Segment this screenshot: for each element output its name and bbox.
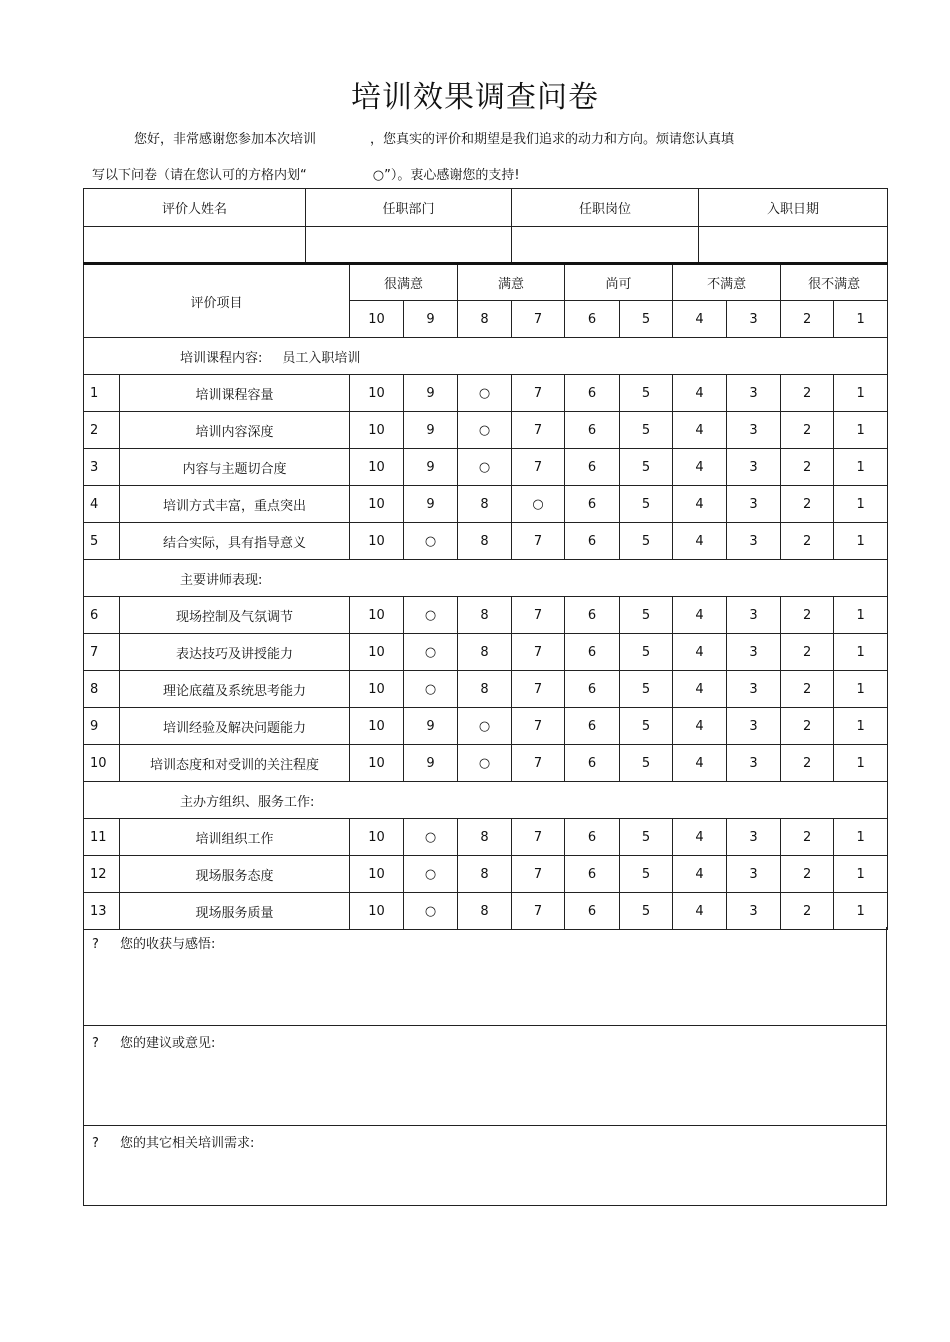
scale-value: 4 (673, 301, 727, 338)
row-number: 6 (84, 597, 120, 634)
item-label: 培训态度和对受训的关注程度 (120, 745, 350, 782)
item-label: 现场控制及气氛调节 (120, 597, 350, 634)
score-cell[interactable]: 1 (834, 449, 888, 486)
score-cell[interactable]: 7 (512, 708, 565, 745)
score-cell[interactable]: 6 (565, 856, 620, 893)
evaluation-table (83, 262, 888, 930)
score-cell[interactable]: 2 (781, 523, 834, 560)
intro-text: ，您真实的评价和期望是我们追求的动力和方向。烦请您认真填 (370, 132, 735, 147)
score-cell[interactable]: 4 (673, 449, 727, 486)
score-cell[interactable]: 3 (727, 597, 781, 634)
comment-box[interactable] (84, 927, 887, 1025)
item-label: 结合实际，具有指导意义 (120, 523, 350, 560)
item-label: 培训组织工作 (120, 819, 350, 856)
score-cell[interactable]: 7 (512, 856, 565, 893)
score-cell[interactable]: 1 (834, 745, 888, 782)
section-header (84, 560, 888, 597)
department-field[interactable] (306, 227, 512, 264)
respondent-info-table (83, 188, 888, 264)
score-cell[interactable]: 7 (512, 449, 565, 486)
table-row (84, 819, 888, 856)
table-row (84, 671, 888, 708)
comment-label: 您的收获与感悟: (120, 937, 216, 952)
score-cell[interactable]: 10 (350, 745, 404, 782)
score-cell[interactable]: 10 (350, 634, 404, 671)
score-cell[interactable]: 3 (727, 634, 781, 671)
score-cell[interactable]: 4 (673, 819, 727, 856)
comment-box[interactable] (84, 1125, 887, 1205)
table-row (84, 893, 888, 930)
intro-line-1 (134, 128, 734, 147)
table-row (84, 375, 888, 412)
score-cell[interactable]: 10 (350, 449, 404, 486)
score-cell[interactable]: 6 (565, 745, 620, 782)
circle-mark: ○ (372, 168, 385, 183)
table-row (84, 412, 888, 449)
item-label: 培训经验及解决问题能力 (120, 708, 350, 745)
score-cell[interactable]: 5 (620, 449, 673, 486)
row-number: 2 (84, 412, 120, 449)
score-cell[interactable]: 10 (350, 893, 404, 930)
selected-score-mark[interactable]: ○ (404, 634, 458, 671)
score-cell[interactable]: 10 (350, 856, 404, 893)
score-cell[interactable]: 10 (350, 708, 404, 745)
score-cell[interactable]: 7 (512, 412, 565, 449)
score-cell[interactable]: 8 (458, 634, 512, 671)
score-cell[interactable]: 2 (781, 819, 834, 856)
score-cell[interactable]: 6 (565, 486, 620, 523)
score-cell[interactable]: 4 (673, 523, 727, 560)
score-cell[interactable]: 1 (834, 671, 888, 708)
selected-score-mark[interactable]: ○ (404, 819, 458, 856)
comment-label: 您的其它相关培训需求: (120, 1135, 255, 1151)
row-number: 8 (84, 671, 120, 708)
score-cell[interactable]: 3 (727, 412, 781, 449)
score-cell[interactable]: 2 (781, 634, 834, 671)
score-cell[interactable]: 6 (565, 708, 620, 745)
scale-value: 2 (781, 301, 834, 338)
score-cell[interactable]: 3 (727, 819, 781, 856)
item-label: 培训内容深度 (120, 412, 350, 449)
selected-score-mark[interactable]: ○ (512, 486, 565, 523)
score-cell[interactable]: 1 (834, 819, 888, 856)
section-header (84, 782, 888, 819)
selected-score-mark[interactable]: ○ (404, 856, 458, 893)
score-cell[interactable]: 2 (781, 486, 834, 523)
score-cell[interactable]: 5 (620, 671, 673, 708)
table-row (84, 486, 888, 523)
score-cell[interactable]: 2 (781, 671, 834, 708)
score-cell[interactable]: 1 (834, 856, 888, 893)
score-cell[interactable]: 3 (727, 671, 781, 708)
hire-date-field[interactable] (699, 227, 888, 264)
row-number: 13 (84, 893, 120, 930)
info-header-hire-date: 入职日期 (699, 189, 888, 227)
selected-score-mark[interactable]: ○ (404, 523, 458, 560)
section-label: 培训课程内容: (180, 350, 263, 366)
table-row (84, 597, 888, 634)
score-cell[interactable]: 3 (727, 523, 781, 560)
score-cell[interactable]: 8 (458, 523, 512, 560)
section-label: 主办方组织、服务工作: (180, 794, 315, 810)
score-cell[interactable]: 4 (673, 597, 727, 634)
table-row (84, 856, 888, 893)
score-cell[interactable]: 10 (350, 412, 404, 449)
score-cell[interactable]: 9 (404, 449, 458, 486)
score-cell[interactable]: 9 (404, 708, 458, 745)
evaluation-item-header: 评价项目 (84, 264, 350, 338)
score-cell[interactable]: 1 (834, 523, 888, 560)
table-row (84, 634, 888, 671)
score-cell[interactable]: 6 (565, 523, 620, 560)
scale-value: 10 (350, 301, 404, 338)
comment-box[interactable] (84, 1025, 887, 1125)
score-cell[interactable]: 8 (458, 856, 512, 893)
score-cell[interactable]: 5 (620, 597, 673, 634)
comment-label: 您的建议或意见: (120, 1035, 216, 1051)
selected-score-mark[interactable]: ○ (404, 597, 458, 634)
score-cell[interactable]: 1 (834, 708, 888, 745)
score-cell[interactable]: 8 (458, 671, 512, 708)
score-cell[interactable]: 10 (350, 597, 404, 634)
score-cell[interactable]: 4 (673, 856, 727, 893)
score-cell[interactable]: 4 (673, 745, 727, 782)
score-cell[interactable]: 2 (781, 893, 834, 930)
rating-group-header: 很满意 (350, 264, 458, 301)
row-number: 7 (84, 634, 120, 671)
row-number: 12 (84, 856, 120, 893)
score-cell[interactable]: 9 (404, 486, 458, 523)
item-label: 培训课程容量 (120, 375, 350, 412)
score-cell[interactable]: 7 (512, 745, 565, 782)
scale-value: 5 (620, 301, 673, 338)
score-cell[interactable]: 3 (727, 745, 781, 782)
score-cell[interactable]: 4 (673, 634, 727, 671)
score-cell[interactable]: 8 (458, 819, 512, 856)
scale-value: 1 (834, 301, 888, 338)
score-cell[interactable]: 1 (834, 634, 888, 671)
scale-value: 9 (404, 301, 458, 338)
section-label: 主要讲师表现: (180, 572, 263, 588)
question-mark-icon: ? (92, 937, 99, 952)
row-number: 3 (84, 449, 120, 486)
score-cell[interactable]: 7 (512, 523, 565, 560)
position-field[interactable] (512, 227, 699, 264)
score-cell[interactable]: 3 (727, 708, 781, 745)
score-cell[interactable]: 7 (512, 634, 565, 671)
score-cell[interactable]: 6 (565, 634, 620, 671)
info-header-department: 任职部门 (306, 189, 512, 227)
scale-value: 3 (727, 301, 781, 338)
score-cell[interactable]: 5 (620, 745, 673, 782)
item-label: 培训方式丰富，重点突出 (120, 486, 350, 523)
comment-table (83, 927, 887, 1206)
score-cell[interactable]: 3 (727, 856, 781, 893)
score-cell[interactable]: 6 (565, 412, 620, 449)
question-mark-icon: ? (92, 1035, 99, 1051)
section-header (84, 338, 888, 375)
score-cell[interactable]: 7 (512, 375, 565, 412)
info-header-position: 任职岗位 (512, 189, 699, 227)
score-cell[interactable]: 3 (727, 449, 781, 486)
score-cell[interactable]: 4 (673, 412, 727, 449)
rating-group-header: 不满意 (673, 264, 781, 301)
score-cell[interactable]: 5 (620, 893, 673, 930)
score-cell[interactable]: 4 (673, 486, 727, 523)
selected-score-mark[interactable]: ○ (404, 671, 458, 708)
item-label: 现场服务态度 (120, 856, 350, 893)
score-cell[interactable]: 4 (673, 708, 727, 745)
score-cell[interactable]: 6 (565, 893, 620, 930)
score-cell[interactable]: 5 (620, 375, 673, 412)
table-row (84, 449, 888, 486)
score-cell[interactable]: 9 (404, 375, 458, 412)
score-cell[interactable]: 4 (673, 671, 727, 708)
score-cell[interactable]: 4 (673, 375, 727, 412)
score-cell[interactable]: 7 (512, 597, 565, 634)
table-row (84, 708, 888, 745)
score-cell[interactable]: 8 (458, 597, 512, 634)
intro-text: 写以下问卷（请在您认可的方格内划“ (92, 168, 307, 183)
scale-value: 7 (512, 301, 565, 338)
score-cell[interactable]: 6 (565, 597, 620, 634)
score-cell[interactable]: 3 (727, 486, 781, 523)
score-cell[interactable]: 2 (781, 449, 834, 486)
selected-score-mark[interactable]: ○ (458, 375, 512, 412)
score-cell[interactable]: 1 (834, 412, 888, 449)
intro-text: ”）。衷心感谢您的支持! (384, 168, 520, 183)
score-cell[interactable]: 10 (350, 523, 404, 560)
table-row (84, 745, 888, 782)
row-number: 9 (84, 708, 120, 745)
score-cell[interactable]: 5 (620, 486, 673, 523)
rating-group-header: 尚可 (565, 264, 673, 301)
item-label: 理论底蕴及系统思考能力 (120, 671, 350, 708)
score-cell[interactable]: 7 (512, 819, 565, 856)
name-field[interactable] (84, 227, 306, 264)
score-cell[interactable]: 2 (781, 375, 834, 412)
score-cell[interactable]: 5 (620, 634, 673, 671)
score-cell[interactable]: 2 (781, 856, 834, 893)
score-cell[interactable]: 1 (834, 375, 888, 412)
score-cell[interactable]: 7 (512, 671, 565, 708)
intro-text: 您好，非常感谢您参加本次培训 (134, 132, 317, 147)
score-cell[interactable]: 3 (727, 375, 781, 412)
score-cell[interactable]: 6 (565, 819, 620, 856)
row-number: 4 (84, 486, 120, 523)
rating-group-header: 很不满意 (781, 264, 888, 301)
score-cell[interactable]: 5 (620, 819, 673, 856)
question-mark-icon: ? (92, 1135, 99, 1151)
score-cell[interactable]: 2 (781, 745, 834, 782)
score-cell[interactable]: 10 (350, 375, 404, 412)
score-cell[interactable]: 5 (620, 708, 673, 745)
score-cell[interactable]: 10 (350, 486, 404, 523)
score-cell[interactable]: 6 (565, 449, 620, 486)
score-cell[interactable]: 9 (404, 745, 458, 782)
score-cell[interactable]: 2 (781, 412, 834, 449)
table-row (84, 523, 888, 560)
score-cell[interactable]: 1 (834, 486, 888, 523)
score-cell[interactable]: 2 (781, 708, 834, 745)
score-cell[interactable]: 5 (620, 523, 673, 560)
selected-score-mark[interactable]: ○ (458, 745, 512, 782)
item-label: 内容与主题切合度 (120, 449, 350, 486)
score-cell[interactable]: 7 (512, 893, 565, 930)
score-cell[interactable]: 6 (565, 375, 620, 412)
intro-line-2 (92, 164, 520, 183)
score-cell[interactable]: 8 (458, 893, 512, 930)
row-number: 5 (84, 523, 120, 560)
scale-value: 8 (458, 301, 512, 338)
row-number: 11 (84, 819, 120, 856)
selected-score-mark[interactable]: ○ (458, 412, 512, 449)
score-cell[interactable]: 10 (350, 671, 404, 708)
score-cell[interactable]: 10 (350, 819, 404, 856)
score-cell[interactable]: 5 (620, 412, 673, 449)
page-title: 培训效果调查问卷 (351, 80, 599, 115)
score-cell[interactable]: 2 (781, 597, 834, 634)
row-number: 10 (84, 745, 120, 782)
score-cell[interactable]: 9 (404, 412, 458, 449)
score-cell[interactable]: 4 (673, 893, 727, 930)
score-cell[interactable]: 5 (620, 856, 673, 893)
item-label: 现场服务质量 (120, 893, 350, 930)
scale-value: 6 (565, 301, 620, 338)
course-name: 员工入职培训 (282, 350, 361, 366)
item-label: 表达技巧及讲授能力 (120, 634, 350, 671)
score-cell[interactable]: 6 (565, 671, 620, 708)
selected-score-mark[interactable]: ○ (458, 449, 512, 486)
info-header-name: 评价人姓名 (84, 189, 306, 227)
score-cell[interactable]: 1 (834, 893, 888, 930)
selected-score-mark[interactable]: ○ (458, 708, 512, 745)
score-cell[interactable]: 8 (458, 486, 512, 523)
score-cell[interactable]: 1 (834, 597, 888, 634)
rating-group-header: 满意 (458, 264, 565, 301)
selected-score-mark[interactable]: ○ (404, 893, 458, 930)
row-number: 1 (84, 375, 120, 412)
score-cell[interactable]: 3 (727, 893, 781, 930)
